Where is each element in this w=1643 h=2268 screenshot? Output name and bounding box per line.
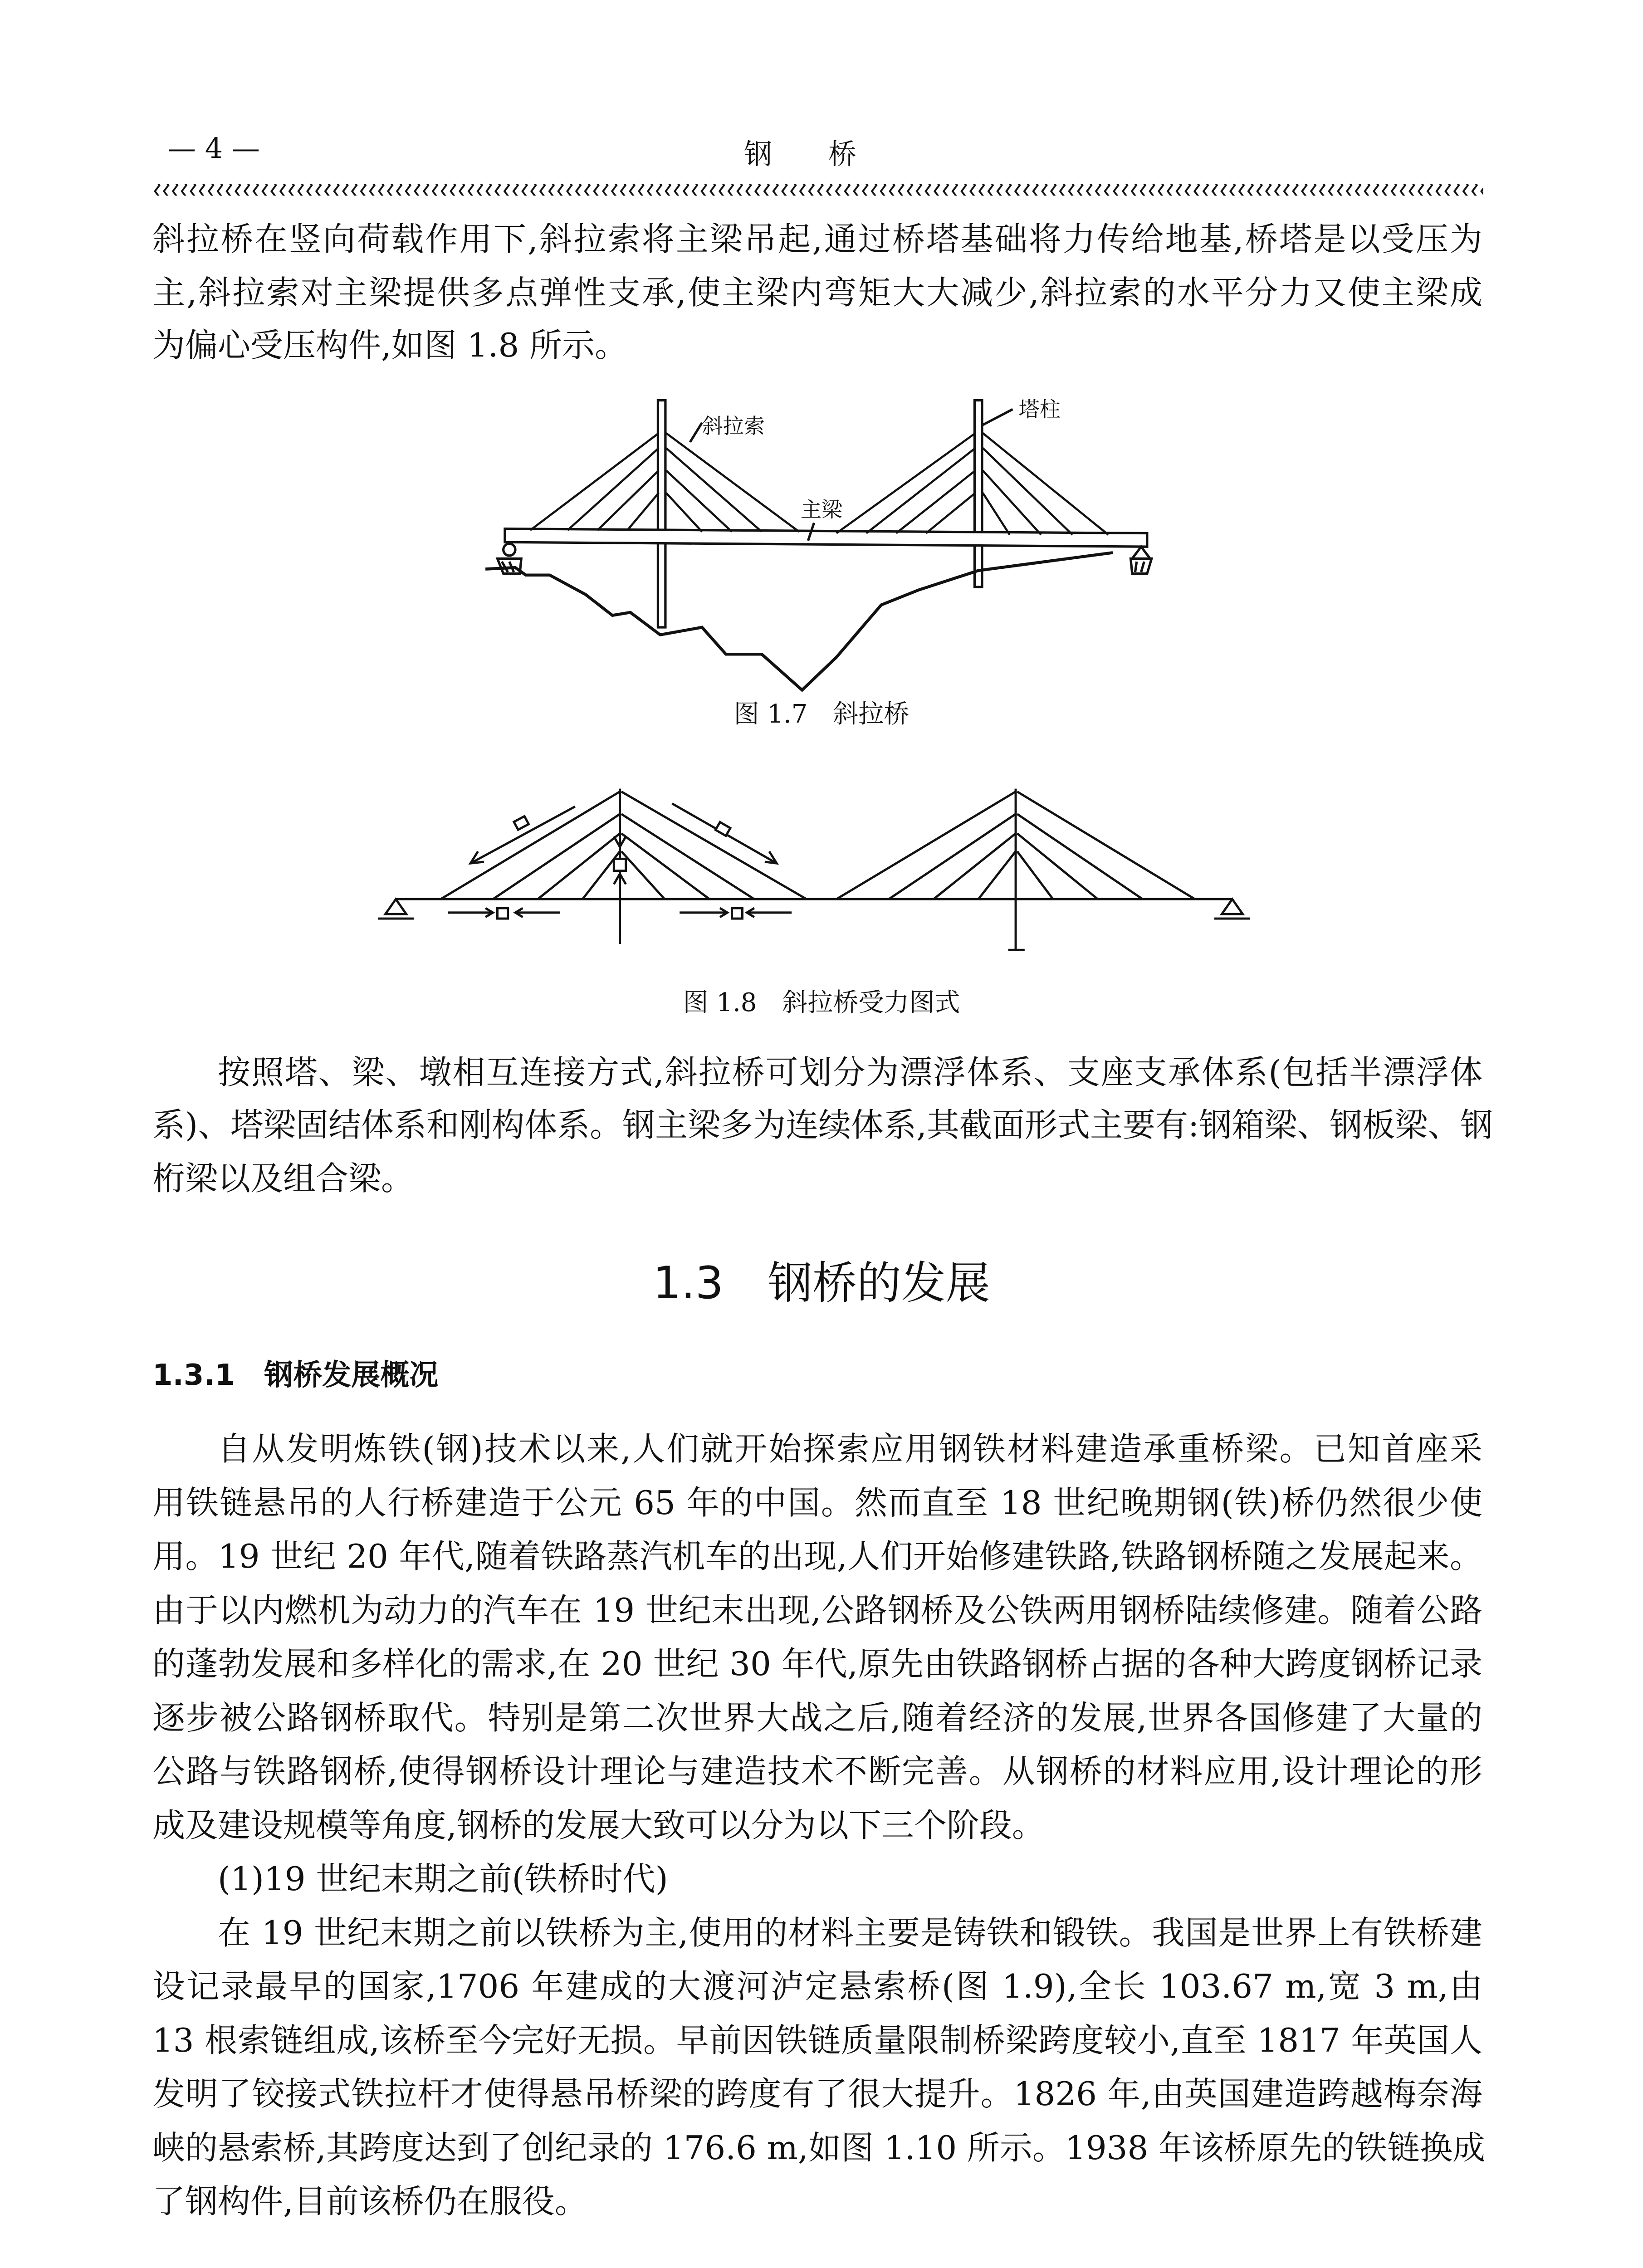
text-line: 自从发明炼铁(钢)技术以来,人们就开始探索应用钢铁材料建造承重桥梁。已知首座采 — [218, 1430, 1482, 1468]
text-line: 公路与铁路钢桥,使得钢桥设计理论与建造技术不断完善。从钢桥的材料应用,设计理论的形 — [152, 1752, 1482, 1790]
text-line: 峡的悬索桥,其跨度达到了创纪录的 176.6 m,如图 1.10 所示。1938 年该桥原先的铁链换成 — [152, 2129, 1486, 2167]
label-girder: 主梁 — [800, 497, 843, 522]
subsection-heading: 1.3.1 钢桥发展概况 — [152, 1359, 439, 1392]
list-item-1-heading: (1)19 世纪末期之前(铁桥时代) — [218, 1860, 668, 1898]
text-line: 逐步被公路钢桥取代。特别是第二次世界大战之后,随着经济的发展,世界各国修建了大量的 — [152, 1699, 1482, 1737]
text-line: 了钢构件,目前该桥仍在服役。 — [152, 2182, 587, 2220]
text-line: 13 根索链组成,该桥至今完好无损。早前因铁链质量限制桥梁跨度较小,直至 1817 年英国人 — [152, 2021, 1482, 2059]
figure-1-8-force-diagram — [378, 789, 1250, 950]
figures-layer — [0, 0, 1643, 1046]
text-line: 用铁链悬吊的人行桥建造于公元 65 年的中国。然而直至 18 世纪晚期钢(铁)桥仍然很少使 — [152, 1484, 1482, 1522]
text-line: 按照塔、梁、墩相互连接方式,斜拉桥可划分为漂浮体系、支座支承体系(包括半漂浮体 — [218, 1053, 1482, 1091]
text-line: 主,斜拉索对主梁提供多点弹性支承,使主梁内弯矩大大减少,斜拉索的水平分力又使主梁成 — [152, 274, 1482, 312]
section-heading: 1.3 钢桥的发展 — [653, 1257, 990, 1309]
figure-1-7-cable-stayed-bridge — [485, 397, 1152, 690]
page-number: — 4 — — [168, 132, 260, 165]
text-line: 系)、塔梁固结体系和刚构体系。钢主梁多为连续体系,其截面形式主要有:钢箱梁、钢板梁、钢 — [152, 1106, 1493, 1144]
text-line: 设记录最早的国家,1706 年建成的大渡河泸定悬索桥(图 1.9),全长 103.67 m,宽 3 m,由 — [152, 1967, 1482, 2005]
label-tower: 塔柱 — [1018, 397, 1061, 422]
text-line: 斜拉桥在竖向荷载作用下,斜拉索将主梁吊起,通过桥塔基础将力传给地基,桥塔是以受压为 — [152, 220, 1482, 258]
header-divider — [152, 184, 1483, 196]
figure-1-8-caption: 图 1.8 斜拉桥受力图式 — [683, 988, 960, 1017]
text-line: 桁梁以及组合梁。 — [152, 1159, 414, 1198]
text-line: 发明了铰接式铁拉杆才使得悬吊桥梁的跨度有了很大提升。1826 年,由英国建造跨越梅奈海 — [152, 2075, 1482, 2113]
text-line: 为偏心受压构件,如图 1.8 所示。 — [152, 326, 628, 364]
label-cable: 斜拉索 — [702, 413, 765, 438]
text-line: 在 19 世纪末期之前以铁桥为主,使用的材料主要是铸铁和锻铁。我国是世界上有铁桥建 — [218, 1914, 1482, 1952]
figure-1-7-caption: 图 1.7 斜拉桥 — [733, 699, 910, 729]
text-line: 的蓬勃发展和多样化的需求,在 20 世纪 30 年代,原先由铁路钢桥占据的各种大跨度钢桥记录 — [152, 1645, 1482, 1683]
text-line: 成及建设规模等角度,钢桥的发展大致可以分为以下三个阶段。 — [152, 1806, 1045, 1844]
text-line: 由于以内燃机为动力的汽车在 19 世纪末出现,公路钢桥及公铁两用钢桥陆续修建。随着公路 — [152, 1591, 1482, 1629]
running-title: 钢 桥 — [744, 137, 857, 171]
text-line: 用。19 世纪 20 年代,随着铁路蒸汽机车的出现,人们开始修建铁路,铁路钢桥随之发展起来。 — [152, 1537, 1482, 1575]
